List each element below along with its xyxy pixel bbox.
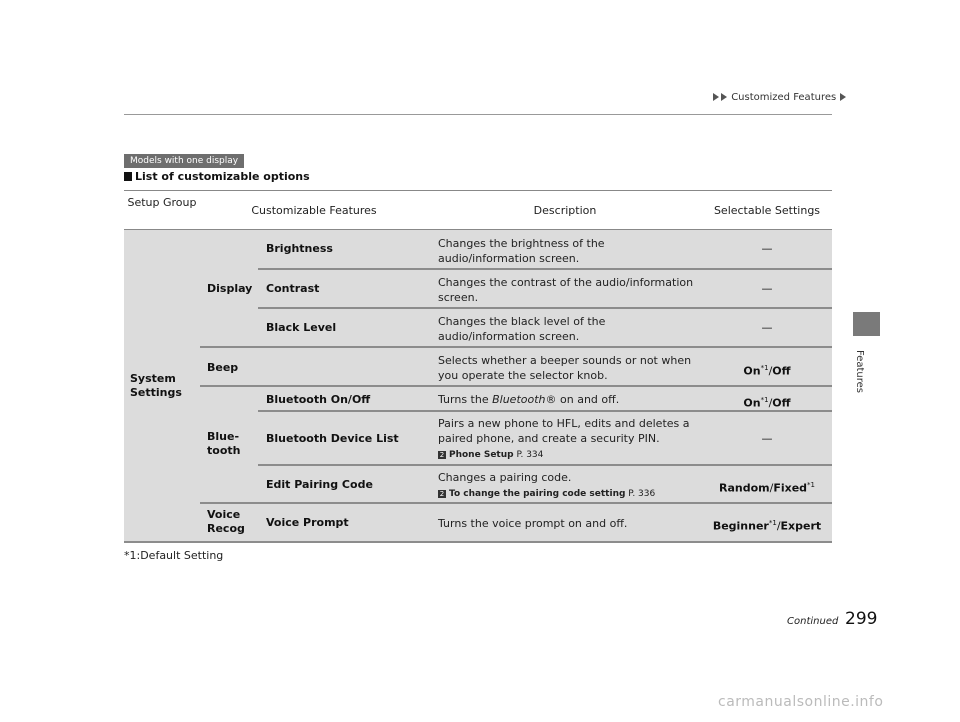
- desc-bluetooth-device-list: Pairs a new phone to HFL, edits and deletes a paired phone, and create a security PIN. 2 Phone Setup P. 334: [438, 417, 690, 460]
- page-reference[interactable]: 2 Phone Setup P. 334: [439, 450, 544, 460]
- row-separator: [200, 385, 832, 387]
- setting-brightness: —: [761, 242, 773, 255]
- row-separator: [200, 346, 832, 348]
- desc-black-level: Changes the black level of the audio/information screen.: [438, 315, 606, 343]
- col-header-setup-group: Setup Group: [127, 196, 197, 209]
- desc-contrast: Changes the contrast of the audio/information screen.: [438, 276, 694, 304]
- section-tab-marker: [853, 312, 880, 336]
- setting-contrast: —: [761, 282, 773, 295]
- continued-label: Continued: [787, 616, 839, 627]
- arrow-right-icon: [721, 93, 727, 101]
- desc-edit-pairing-code: Changes a pairing code. 2 To change the pairing code setting P. 336: [438, 471, 656, 499]
- feature-black-level: Black Level: [266, 321, 337, 334]
- setting-bluetooth-device-list: —: [761, 432, 773, 445]
- section-heading: List of customizable options: [124, 170, 310, 183]
- group-system-settings: System Settings: [130, 372, 182, 399]
- setting-voice-prompt: Beginner$^{*1}$/Expert: [712, 519, 822, 533]
- feature-edit-pairing-code: Edit Pairing Code: [266, 478, 373, 491]
- desc-beep: Selects whether a beeper sounds or not when you operate the selector knob.: [438, 354, 692, 382]
- subgroup-bluetooth: Blue-tooth: [207, 430, 241, 457]
- subgroup-display: Display: [207, 282, 253, 295]
- breadcrumb-label: Customized Features: [731, 92, 837, 103]
- setting-bluetooth-on-off: On$^{*1}$/Off: [743, 396, 791, 410]
- footnote: *1:Default Setting: [124, 549, 224, 562]
- header-rule: [124, 114, 832, 115]
- col-header-features: Customizable Features: [251, 204, 377, 217]
- row-separator: [200, 502, 832, 504]
- desc-voice-prompt: Turns the voice prompt on and off.: [438, 517, 628, 530]
- desc-bluetooth-on-off: Turns the Bluetooth® on and off.: [438, 393, 620, 406]
- reference-arrow-icon: 2: [439, 490, 445, 498]
- reference-arrow-icon: 2: [439, 451, 445, 459]
- square-bullet-icon: [124, 172, 132, 181]
- feature-voice-prompt: Voice Prompt: [266, 516, 349, 529]
- col-header-description: Description: [533, 204, 597, 217]
- setting-edit-pairing-code: Random/Fixed$^{*1}$: [718, 481, 816, 495]
- col-header-settings: Selectable Settings: [713, 204, 821, 217]
- row-separator: [258, 307, 832, 309]
- row-separator: [258, 268, 832, 270]
- setting-black-level: —: [761, 321, 773, 334]
- feature-contrast: Contrast: [266, 282, 320, 295]
- subgroup-beep: Beep: [207, 361, 239, 374]
- table-top-rule: [124, 190, 832, 191]
- breadcrumb: [712, 92, 847, 103]
- table-bottom-rule: [124, 541, 832, 543]
- feature-bluetooth-on-off: Bluetooth On/Off: [266, 393, 371, 406]
- side-section-label: Features: [854, 350, 865, 393]
- subgroup-voice-recog: Voice Recog: [207, 508, 245, 535]
- page-reference[interactable]: 2 To change the pairing code setting P. 336: [439, 489, 656, 499]
- row-separator: [258, 464, 832, 466]
- watermark: carmanualsonline.info: [718, 694, 884, 710]
- page-number: 299: [845, 609, 878, 629]
- setting-beep: On$^{*1}$/Off: [743, 364, 791, 378]
- feature-brightness: Brightness: [266, 242, 333, 255]
- model-badge: Models with one display: [124, 154, 244, 168]
- arrow-right-icon: [840, 93, 846, 101]
- desc-brightness: Changes the brightness of the audio/information screen.: [438, 237, 605, 265]
- feature-bluetooth-device-list: Bluetooth Device List: [266, 432, 399, 445]
- arrow-right-icon: [713, 93, 719, 101]
